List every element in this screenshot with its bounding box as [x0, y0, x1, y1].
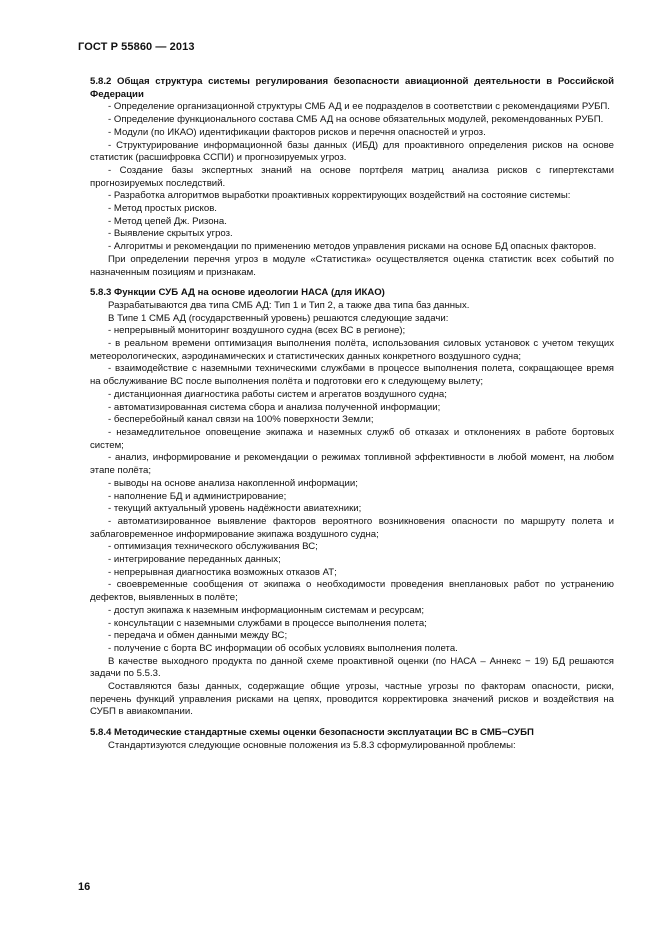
paragraph: В качестве выходного продукта по данной схеме проактивной оценки (по НАСА – Аннекс − 19) БД решаются задачи по 5.5.3. — [90, 655, 614, 680]
list-item: - передача и обмен данными между ВС; — [108, 630, 288, 642]
paragraph: Стандартизуются следующие основные положения из 5.8.3 сформулированной проблемы: — [108, 739, 516, 751]
paragraph: - Метод простых рисков. — [108, 203, 217, 215]
paragraph: В Типе 1 СМБ АД (государственный уровень) решаются следующие задачи: — [108, 312, 449, 324]
list-item: - бесперебойный канал связи на 100% поверхности Земли; — [108, 414, 374, 426]
paragraph: - Метод цепей Дж. Ризона. — [108, 215, 227, 227]
list-item: - анализ, информирование и рекомендации о режимах топливной эффективности в любой момент, на любом этапе полёта; — [90, 452, 614, 477]
list-item: - автоматизированное выявление факторов вероятного возникновения опасности по маршруту полета и заблаговременное информирование экипажа воздушного судна; — [90, 515, 614, 540]
list-item: - консультации с наземными службами в процессе выполнения полета; — [108, 617, 427, 629]
list-item: - выводы на основе анализа накопленной информации; — [108, 477, 358, 489]
paragraph: - Структурирование информационной базы данных (ИБД) для проактивного определения рисков на основе статистик (расшифровка ССПИ) и прогнозируемых угроз. — [90, 139, 614, 164]
list-item: - интегрирование переданных данных; — [108, 554, 281, 566]
paragraph: При определении перечня угроз в модуле «Статистика» осуществляется оценка статистик всех событий по назначенным позициям и признакам. — [90, 253, 614, 278]
list-item: - текущий актуальный уровень надёжности авиатехники; — [108, 503, 362, 515]
list-item: - непрерывная диагностика возможных отказов АТ; — [108, 566, 337, 578]
paragraph: - Разработка алгоритмов выработки проактивных корректирующих воздействий на состояние системы: — [108, 190, 571, 202]
paragraph: - Выявление скрытых угроз. — [108, 228, 233, 240]
document-body — [90, 76, 614, 753]
section-heading-5-8-4: 5.8.4 Методические стандартные схемы оценки безопасности эксплуатации ВС в СМБ−СУБП — [90, 727, 534, 739]
list-item: - автоматизированная система сбора и анализа полученной информации; — [108, 401, 441, 413]
paragraph: - Определение организационной структуры СМБ АД и ее подразделов в соответствии с рекомендациями РУБП. — [108, 101, 610, 113]
paragraph: Составляются базы данных, содержащие общие угрозы, частные угрозы по факторам опасности, риски, перечень функций управления рисками на цепях, проводится корректировка значений рисков и воздействия на СУБП в авиакомпании. — [90, 681, 614, 718]
list-item: - доступ экипажа к наземным информационным системам и ресурсам; — [108, 604, 424, 616]
paragraph: - Алгоритмы и рекомендации по применению методов управления рисками на основе БД опасных факторов. — [108, 241, 597, 253]
page-number: 16 — [78, 881, 91, 893]
list-item: - оптимизация технического обслуживания ВС; — [108, 541, 318, 553]
paragraph: - Модули (по ИКАО) идентификации факторов рисков и перечня опасностей и угроз. — [108, 126, 486, 138]
paragraph: Разрабатываются два типа СМБ АД: Тип 1 и Тип 2, а также два типа баз данных. — [108, 299, 470, 311]
list-item: - получение с борта ВС информации об особых условиях выполнения полета. — [108, 642, 458, 654]
list-item: - наполнение БД и администрирование; — [108, 490, 287, 502]
list-item: - в реальном времени оптимизация выполнения полёта, использования силовых установок с учетом текущих метеорологических, аэродинамических и статистических данных конкретного воздушного судна; — [90, 338, 614, 362]
section-heading-5-8-2: 5.8.2 Общая структура системы регулирования безопасности авиационной деятельности в Российской Федерации — [90, 76, 614, 100]
paragraph: - Определение функционального состава СМБ АД на основе обязательных модулей, рекомендованных РУБП. — [108, 114, 604, 126]
list-item: - своевременные сообщения от экипажа о необходимости проведения внеплановых работ по устранению дефектов, выявленных в полёте; — [90, 579, 614, 604]
document-header: ГОСТ Р 55860 — 2013 — [78, 41, 195, 53]
list-item: - незамедлительное оповещение экипажа и наземных служб об отказах и отклонениях в работе бортовых систем; — [90, 426, 614, 451]
section-heading-5-8-3: 5.8.3 Функции СУБ АД на основе идеологии НАСА (для ИКАО) — [90, 287, 385, 299]
list-item: - взаимодействие с наземными техническими службами в процессе выполнения полета, сокращающее время на обслуживание ВС после выполнения полёта и подготовки его к следующему вылету; — [90, 363, 614, 388]
paragraph: - Создание базы экспертных знаний на основе портфеля матриц анализа рисков с гипертекстами прогнозируемых последствий. — [90, 164, 614, 189]
list-item: - дистанционная диагностика работы систем и агрегатов воздушного судна; — [108, 388, 447, 400]
list-item: - непрерывный мониторинг воздушного судна (всех ВС в регионе); — [108, 325, 406, 337]
